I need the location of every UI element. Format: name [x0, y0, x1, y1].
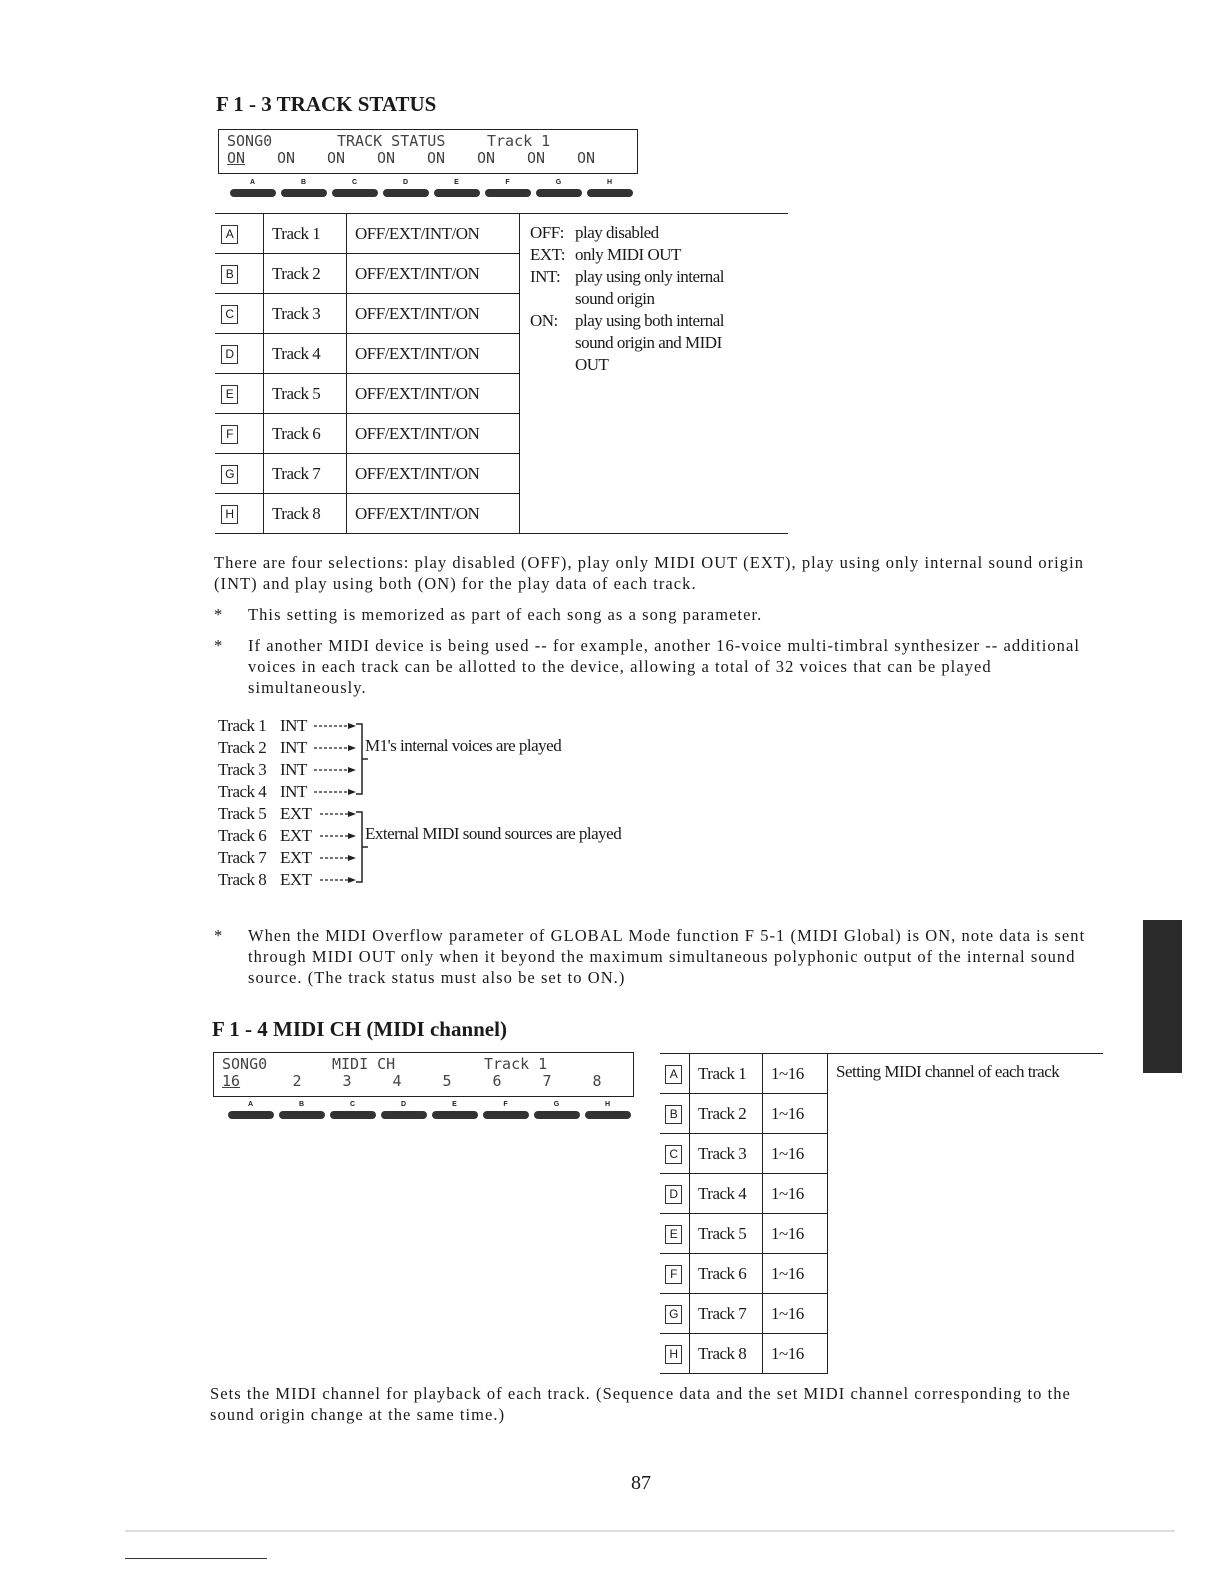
- track-cell: Track 8: [264, 494, 347, 534]
- softkey-label: H: [606, 179, 613, 186]
- softkey-button-shape: [330, 1111, 376, 1119]
- softkey-button-shape: [485, 189, 531, 197]
- section-heading-midi-ch: F 1 - 4 MIDI CH (MIDI channel): [212, 1017, 507, 1041]
- range-cell: 1~16: [763, 1094, 828, 1134]
- softkey-h[interactable]: [584, 1101, 631, 1119]
- mode-label: EXT: [280, 804, 312, 823]
- section-heading-track-status: F 1 - 3 TRACK STATUS: [216, 92, 437, 116]
- softkey-g[interactable]: [535, 179, 582, 197]
- section-thumb-tab: [1143, 920, 1182, 1073]
- track-cell: Track 3: [690, 1134, 763, 1174]
- arrowhead-icon: [348, 789, 356, 795]
- mode-label: EXT: [280, 826, 312, 845]
- footer-rule: [125, 1558, 267, 1559]
- options-cell: OFF/EXT/INT/ON: [347, 334, 520, 374]
- lcd-value: ON: [377, 149, 396, 167]
- key-box-icon: F: [221, 425, 238, 444]
- softkey-c[interactable]: [331, 179, 378, 197]
- softkey-label: A: [247, 1101, 254, 1108]
- key-box-icon: A: [665, 1065, 682, 1084]
- softkey-label: E: [452, 1101, 457, 1108]
- mode-label: EXT: [280, 870, 312, 889]
- description-cell: Setting MIDI channel of each track: [828, 1054, 1104, 1374]
- key-cell: [215, 254, 264, 294]
- key-box-icon: F: [665, 1265, 682, 1284]
- lcd-value: 6: [492, 1072, 502, 1090]
- track-routing-diagram: [218, 715, 678, 895]
- track-label: Track 2: [218, 738, 267, 757]
- note-text: If another MIDI device is being used -- for example, another 16-voice multi-timbral synthesizer -- additional voices in each track can be allotted to the device, allowing a total of 32 voices that can be played simultaneously.: [248, 636, 1080, 697]
- legend-desc: play disabled: [575, 223, 659, 242]
- track-label: Track 8: [218, 870, 267, 889]
- track-label: Track 6: [218, 826, 267, 845]
- track-label: Track 7: [218, 848, 267, 867]
- softkey-e[interactable]: [431, 1101, 478, 1119]
- options-cell: OFF/EXT/INT/ON: [347, 494, 520, 534]
- key-box-icon: C: [665, 1145, 682, 1164]
- softkey-label: G: [553, 1101, 560, 1108]
- legend-item: [530, 244, 778, 266]
- softkey-button-shape: [536, 189, 582, 197]
- softkey-label: B: [300, 179, 307, 186]
- lcd-value: 2: [292, 1072, 302, 1090]
- softkey-label: C: [349, 1101, 356, 1108]
- softkey-button-shape: [483, 1111, 529, 1119]
- mode-label: INT: [280, 782, 307, 801]
- softkey-label: B: [298, 1101, 305, 1108]
- range-cell: 1~16: [763, 1254, 828, 1294]
- lcd-value: 3: [342, 1072, 352, 1090]
- arrowhead-icon: [348, 745, 356, 751]
- softkey-a[interactable]: [229, 179, 276, 197]
- softkey-button-shape: [585, 1111, 631, 1119]
- mode-label: INT: [280, 738, 307, 757]
- options-cell: OFF/EXT/INT/ON: [347, 374, 520, 414]
- lcd-value: 16: [222, 1072, 241, 1090]
- key-box-icon: G: [665, 1305, 682, 1324]
- track-cell: Track 4: [264, 334, 347, 374]
- track-cell: Track 2: [264, 254, 347, 294]
- track-cell: Track 3: [264, 294, 347, 334]
- softkey-label: D: [402, 179, 409, 186]
- track-label: Track 1: [218, 716, 267, 735]
- softkey-button-shape: [432, 1111, 478, 1119]
- lcd-text: Track 1: [487, 132, 551, 150]
- softkey-d[interactable]: [380, 1101, 427, 1119]
- key-box-icon: B: [665, 1105, 682, 1124]
- options-cell: OFF/EXT/INT/ON: [347, 214, 520, 254]
- key-cell: [215, 374, 264, 414]
- softkey-label: C: [351, 179, 358, 186]
- key-box-icon: A: [221, 225, 238, 244]
- key-box-icon: H: [665, 1345, 682, 1364]
- lcd-value: 5: [442, 1072, 452, 1090]
- legend-desc: only MIDI OUT: [575, 245, 681, 264]
- softkey-button-shape: [332, 189, 378, 197]
- key-cell: [660, 1334, 690, 1374]
- note-marker: *: [214, 636, 224, 655]
- softkey-label: H: [604, 1101, 611, 1108]
- key-box-icon: E: [665, 1225, 682, 1244]
- legend-term: OFF:: [530, 223, 564, 242]
- note: [214, 604, 1114, 626]
- key-cell: [660, 1094, 690, 1134]
- lcd-value: 7: [542, 1072, 552, 1090]
- arrowhead-icon: [348, 723, 356, 729]
- track-cell: Track 2: [690, 1094, 763, 1134]
- lcd-value: ON: [577, 149, 596, 167]
- track-cell: Track 7: [690, 1294, 763, 1334]
- key-cell: [215, 214, 264, 254]
- midi-channel-table: [660, 1053, 1103, 1374]
- range-cell: 1~16: [763, 1134, 828, 1174]
- softkey-e[interactable]: [433, 179, 480, 197]
- key-cell: [215, 454, 264, 494]
- legend-term: ON:: [530, 311, 558, 330]
- note-text: When the MIDI Overflow parameter of GLOBAL Mode function F 5-1 (MIDI Global) is ON, note data is sent through MIDI OUT only when it beyond the maximum simultaneous polyphonic output of the internal sound source. (The track status must also be set to ON.): [248, 926, 1086, 987]
- lcd-text: Track 1: [484, 1055, 548, 1073]
- legend-item: [530, 222, 778, 244]
- key-box-icon: B: [221, 265, 238, 284]
- paragraph-selections: There are four selections: play disabled (OFF), play only MIDI OUT (EXT), play using only internal sound origin (INT) and play using both (ON) for the play data of each track.: [214, 553, 1085, 593]
- track-label: Track 4: [218, 782, 267, 801]
- softkey-label: A: [249, 179, 256, 186]
- softkey-label: F: [503, 1101, 508, 1108]
- key-box-icon: E: [221, 385, 238, 404]
- table-row: [660, 1054, 1103, 1094]
- group-bracket: [356, 724, 362, 794]
- key-cell: [215, 494, 264, 534]
- group-label-int: M1's internal voices are played: [365, 736, 562, 755]
- mode-label: EXT: [280, 848, 312, 867]
- track-cell: Track 6: [690, 1254, 763, 1294]
- track-label: Track 5: [218, 804, 267, 823]
- range-cell: 1~16: [763, 1174, 828, 1214]
- softkey-c[interactable]: [329, 1101, 376, 1119]
- track-label: Track 3: [218, 760, 267, 779]
- softkey-button-shape: [434, 189, 480, 197]
- key-cell: [660, 1134, 690, 1174]
- arrowhead-icon: [348, 877, 356, 883]
- note: [214, 635, 1114, 701]
- softkey-button-shape: [228, 1111, 274, 1119]
- lcd-value: 8: [592, 1072, 602, 1090]
- legend-item: [530, 310, 778, 376]
- lcd-display-midi-ch: [213, 1052, 634, 1097]
- lcd-value: ON: [327, 149, 346, 167]
- softkey-label: E: [454, 179, 459, 186]
- key-cell: [660, 1254, 690, 1294]
- key-cell: [660, 1174, 690, 1214]
- softkey-label: G: [555, 179, 562, 186]
- key-box-icon: D: [221, 345, 238, 364]
- softkey-label: F: [505, 179, 510, 186]
- arrowhead-icon: [348, 811, 356, 817]
- arrowhead-icon: [348, 855, 356, 861]
- legend-item: [530, 266, 778, 310]
- options-cell: OFF/EXT/INT/ON: [347, 294, 520, 334]
- softkey-button-shape: [281, 189, 327, 197]
- lcd-value: ON: [527, 149, 546, 167]
- softkey-button-shape: [587, 189, 633, 197]
- table-row: [215, 214, 788, 254]
- softkey-g[interactable]: [533, 1101, 580, 1119]
- softkey-label: D: [400, 1101, 407, 1108]
- softkey-a[interactable]: [227, 1101, 274, 1119]
- key-box-icon: D: [665, 1185, 682, 1204]
- key-cell: [215, 414, 264, 454]
- lcd-text: TRACK STATUS: [337, 132, 446, 150]
- lcd-value: ON: [427, 149, 446, 167]
- track-status-table: [215, 213, 788, 534]
- lcd-value: 4: [392, 1072, 402, 1090]
- note-text: This setting is memorized as part of each song as a song parameter.: [248, 605, 763, 624]
- arrowhead-icon: [348, 767, 356, 773]
- softkey-f[interactable]: [482, 1101, 529, 1119]
- softkey-h[interactable]: [586, 179, 633, 197]
- page-number: 87: [631, 1472, 651, 1494]
- page-edge-line: [125, 1530, 1175, 1532]
- softkey-button-shape: [383, 189, 429, 197]
- softkey-button-shape: [279, 1111, 325, 1119]
- mode-label: INT: [280, 716, 307, 735]
- key-cell: [660, 1294, 690, 1334]
- softkey-d[interactable]: [382, 179, 429, 197]
- key-box-icon: C: [221, 305, 238, 324]
- group-label-ext: External MIDI sound sources are played: [365, 824, 622, 843]
- note: [214, 925, 1114, 991]
- lcd-display-track-status: [218, 129, 638, 174]
- lcd-text: SONG0: [222, 1055, 268, 1073]
- key-cell: [215, 334, 264, 374]
- lcd-text: SONG0: [227, 132, 273, 150]
- group-bracket: [356, 812, 362, 882]
- legend-term: INT:: [530, 267, 561, 286]
- options-cell: OFF/EXT/INT/ON: [347, 254, 520, 294]
- track-cell: Track 5: [264, 374, 347, 414]
- track-cell: Track 1: [690, 1054, 763, 1094]
- arrowhead-icon: [348, 833, 356, 839]
- mode-label: INT: [280, 760, 307, 779]
- key-box-icon: H: [221, 505, 238, 524]
- range-cell: 1~16: [763, 1294, 828, 1334]
- lcd-text: MIDI CH: [332, 1055, 396, 1073]
- track-cell: Track 4: [690, 1174, 763, 1214]
- options-cell: OFF/EXT/INT/ON: [347, 414, 520, 454]
- softkey-button-shape: [534, 1111, 580, 1119]
- softkey-button-shape: [230, 189, 276, 197]
- track-cell: Track 5: [690, 1214, 763, 1254]
- track-cell: Track 7: [264, 454, 347, 494]
- softkey-row: [229, 179, 633, 197]
- softkey-button-shape: [381, 1111, 427, 1119]
- softkey-b[interactable]: [278, 1101, 325, 1119]
- track-cell: Track 6: [264, 414, 347, 454]
- range-cell: 1~16: [763, 1054, 828, 1094]
- softkey-row: [227, 1101, 631, 1119]
- range-cell: 1~16: [763, 1334, 828, 1374]
- track-cell: Track 8: [690, 1334, 763, 1374]
- softkey-f[interactable]: [484, 179, 531, 197]
- legend-cell: [520, 214, 789, 534]
- track-cell: Track 1: [264, 214, 347, 254]
- range-cell: 1~16: [763, 1214, 828, 1254]
- lcd-value: ON: [227, 149, 246, 167]
- options-cell: OFF/EXT/INT/ON: [347, 454, 520, 494]
- lcd-value: ON: [477, 149, 496, 167]
- key-cell: [215, 294, 264, 334]
- key-cell: [660, 1054, 690, 1094]
- softkey-b[interactable]: [280, 179, 327, 197]
- note-marker: *: [214, 926, 224, 945]
- legend-term: EXT:: [530, 245, 565, 264]
- lcd-value: ON: [277, 149, 296, 167]
- paragraph-midi-channel: Sets the MIDI channel for playback of each track. (Sequence data and the set MIDI channel corresponding to the sound origin change at the same time.): [210, 1384, 1071, 1424]
- key-cell: [660, 1214, 690, 1254]
- key-box-icon: G: [221, 465, 238, 484]
- note-marker: *: [214, 605, 224, 624]
- legend-desc: play using both internal sound origin and MIDI OUT: [575, 311, 725, 374]
- legend-desc: play using only internal sound origin: [575, 267, 725, 308]
